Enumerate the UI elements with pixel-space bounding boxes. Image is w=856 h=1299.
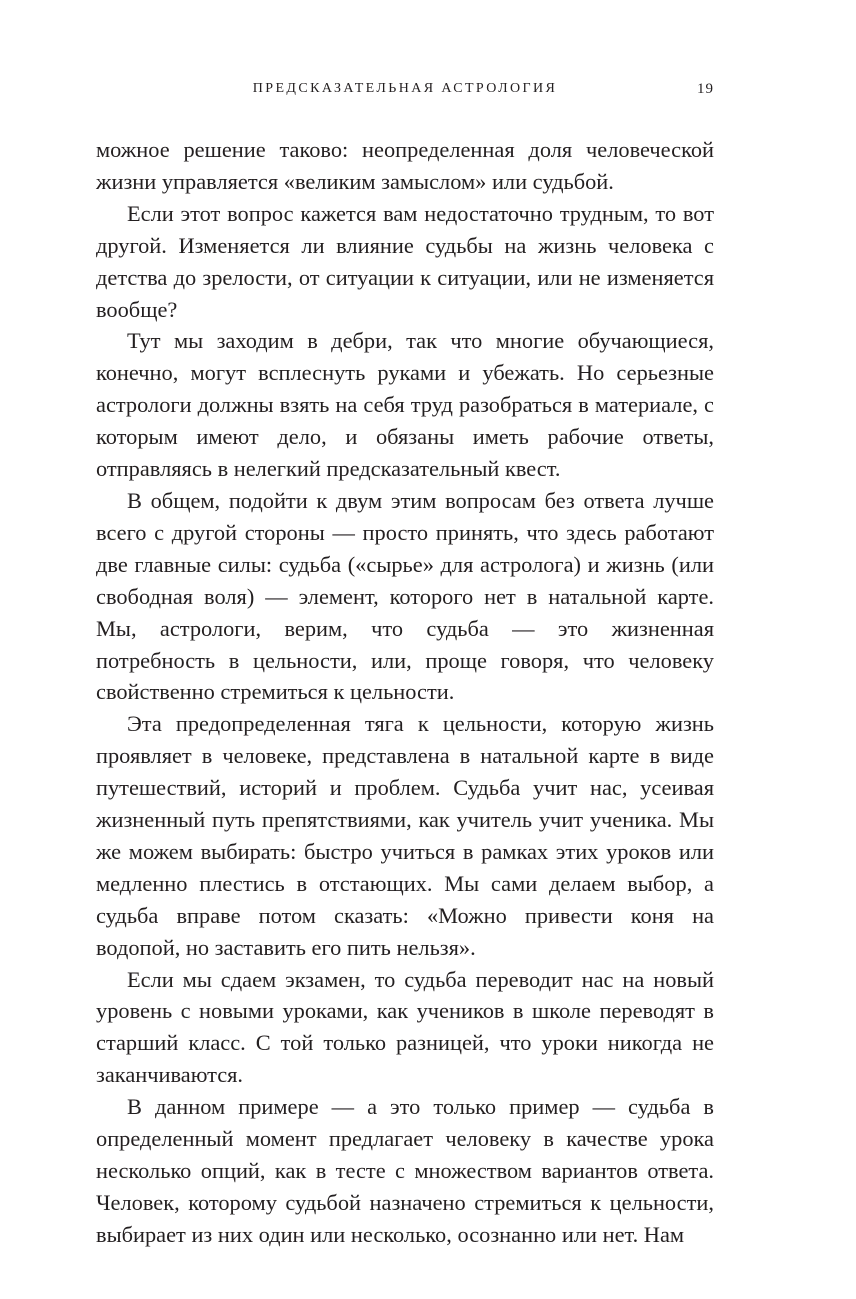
paragraph-6: Если мы сдаем экзамен, то судьба переводит нас на новый уровень с новыми уроками, как учеников в школе переводят в старший класс. С той только разницей, что уроки никогда не заканчиваются. xyxy=(96,966,714,1088)
paragraph-3: Тут мы заходим в дебри, так что многие обучающиеся, конечно, могут всплеснуть руками и убежать. Но серьезные астрологи должны взять на себя труд разобраться в материале, с которым имеют дело, и обязаны иметь рабочие ответы, отправляясь в нелегкий предсказательный квест. xyxy=(96,328,714,482)
paragraph-2: Если этот вопрос кажется вам недостаточно трудным, то вот другой. Изменяется ли влияние судьбы на жизнь человека с детства до зрелости, от ситуации к ситуации, или не изменяется вообще? xyxy=(96,200,714,322)
paragraph-4: В общем, подойти к двум этим вопросам без ответа лучше всего с другой стороны — просто принять, что здесь работают две главные силы: судьба («сырье» для астролога) и жизнь (или свободная воля) — элемент, которого нет в натальной карте. Мы, астрологи, верим, что судьба — это жизненная потребность в цельности, или, проще говоря, что человеку свойственно стремиться к цельности. xyxy=(96,487,714,705)
paragraph-5: Эта предопределенная тяга к цельности, которую жизнь проявляет в человеке, представлена в натальной карте в виде путешествий, историй и проблем. Судьба учит нас, усеивая жизненный путь препятствиями, как учитель учит ученика. Мы же можем выбирать: быстро учиться в рамках этих уроков или медленно плестись в отстающих. Мы сами делаем выбор, а судьба вправе потом сказать: «Можно привести коня на водопой, но заставить его пить нельзя». xyxy=(96,711,714,960)
running-head xyxy=(96,78,714,100)
running-title: ПРЕДСКАЗАТЕЛЬНАЯ АСТРОЛОГИЯ xyxy=(252,81,558,96)
paragraph-1: можное решение таково: неопределенная доля человеческой жизни управляется «великим замыслом» или судьбой. xyxy=(96,137,714,194)
page-number: 19 xyxy=(697,81,714,97)
body-text xyxy=(96,134,714,1251)
paragraph-7: В данном примере — а это только пример — судьба в определенный момент предлагает человеку в качестве урока несколько опций, как в тесте с множеством вариантов ответа. Человек, которому судьбой назначено стремиться к цельности, выбирает из них один или несколько, осознанно или нет. Нам xyxy=(96,1094,714,1247)
